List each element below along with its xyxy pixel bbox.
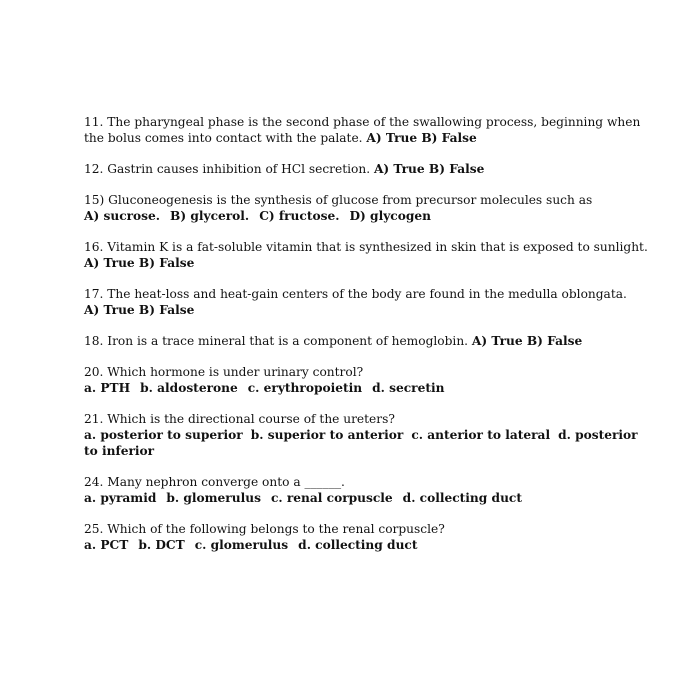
option-d: d. secretin bbox=[372, 381, 445, 395]
quiz-page bbox=[84, 114, 674, 568]
question-12 bbox=[84, 161, 674, 177]
answer-choices: A) True B) False bbox=[84, 256, 195, 270]
option-d: d. posterior bbox=[558, 428, 638, 442]
option-b: b. superior to anterior bbox=[250, 428, 404, 442]
question-text: 25. Which of the following belongs to the renal corpuscle? bbox=[84, 522, 445, 536]
question-20 bbox=[84, 364, 674, 396]
option-d: d. collecting duct bbox=[298, 538, 418, 552]
answer-choices: A) True B) False bbox=[366, 131, 477, 145]
question-18 bbox=[84, 333, 674, 349]
option-b: b. aldosterone bbox=[140, 381, 238, 395]
question-text: the bolus comes into contact with the palate. A) True B) False bbox=[84, 131, 477, 145]
question-text: 24. Many nephron converge onto a ______. bbox=[84, 475, 345, 489]
answer-options bbox=[84, 490, 674, 506]
answer-options bbox=[84, 380, 674, 396]
answer-options bbox=[84, 537, 674, 553]
option-c: c. erythropoietin bbox=[247, 381, 363, 395]
answer-choices: A) True B) False bbox=[471, 334, 583, 348]
option-continuation: to inferior bbox=[84, 444, 155, 458]
option-d: D) glycogen bbox=[349, 209, 431, 223]
option-a: a. posterior to superior bbox=[84, 428, 243, 442]
question-text: 18. Iron is a trace mineral that is a component of hemoglobin. A) True B) False bbox=[84, 334, 583, 348]
question-text: 21. Which is the directional course of the ureters? bbox=[84, 412, 395, 426]
question-24 bbox=[84, 474, 674, 506]
question-15 bbox=[84, 192, 674, 224]
option-a: a. PTH bbox=[84, 381, 131, 395]
option-c: c. anterior to lateral bbox=[411, 428, 551, 442]
answer-choices: A) True B) False bbox=[84, 303, 195, 317]
question-11 bbox=[84, 114, 674, 146]
option-b: B) glycerol. bbox=[170, 209, 250, 223]
option-a: a. pyramid bbox=[84, 491, 157, 505]
option-c: c. glomerulus bbox=[194, 538, 289, 552]
option-a: A) sucrose. bbox=[84, 209, 161, 223]
question-17 bbox=[84, 286, 674, 318]
option-a: a. PCT bbox=[84, 538, 129, 552]
option-b: b. DCT bbox=[138, 538, 185, 552]
question-text: 11. The pharyngeal phase is the second phase of the swallowing process, beginning when bbox=[84, 115, 641, 129]
option-c: C) fructose. bbox=[259, 209, 340, 223]
option-b: b. glomerulus bbox=[166, 491, 261, 505]
answer-options bbox=[84, 208, 674, 224]
question-text: 17. The heat-loss and heat-gain centers of the body are found in the medulla oblongata. bbox=[84, 287, 627, 301]
option-d: d. collecting duct bbox=[402, 491, 522, 505]
question-text: 16. Vitamin K is a fat-soluble vitamin that is synthesized in skin that is exposed to sunlight. bbox=[84, 240, 648, 254]
question-16 bbox=[84, 239, 674, 271]
question-text: 15) Gluconeogenesis is the synthesis of glucose from precursor molecules such as bbox=[84, 193, 593, 207]
option-c: c. renal corpuscle bbox=[270, 491, 393, 505]
answer-choices: A) True B) False bbox=[373, 162, 485, 176]
question-text: 20. Which hormone is under urinary control? bbox=[84, 365, 364, 379]
answer-options bbox=[84, 427, 674, 443]
question-25 bbox=[84, 521, 674, 553]
question-21 bbox=[84, 411, 674, 459]
question-text: 12. Gastrin causes inhibition of HCl secretion. A) True B) False bbox=[84, 162, 485, 176]
